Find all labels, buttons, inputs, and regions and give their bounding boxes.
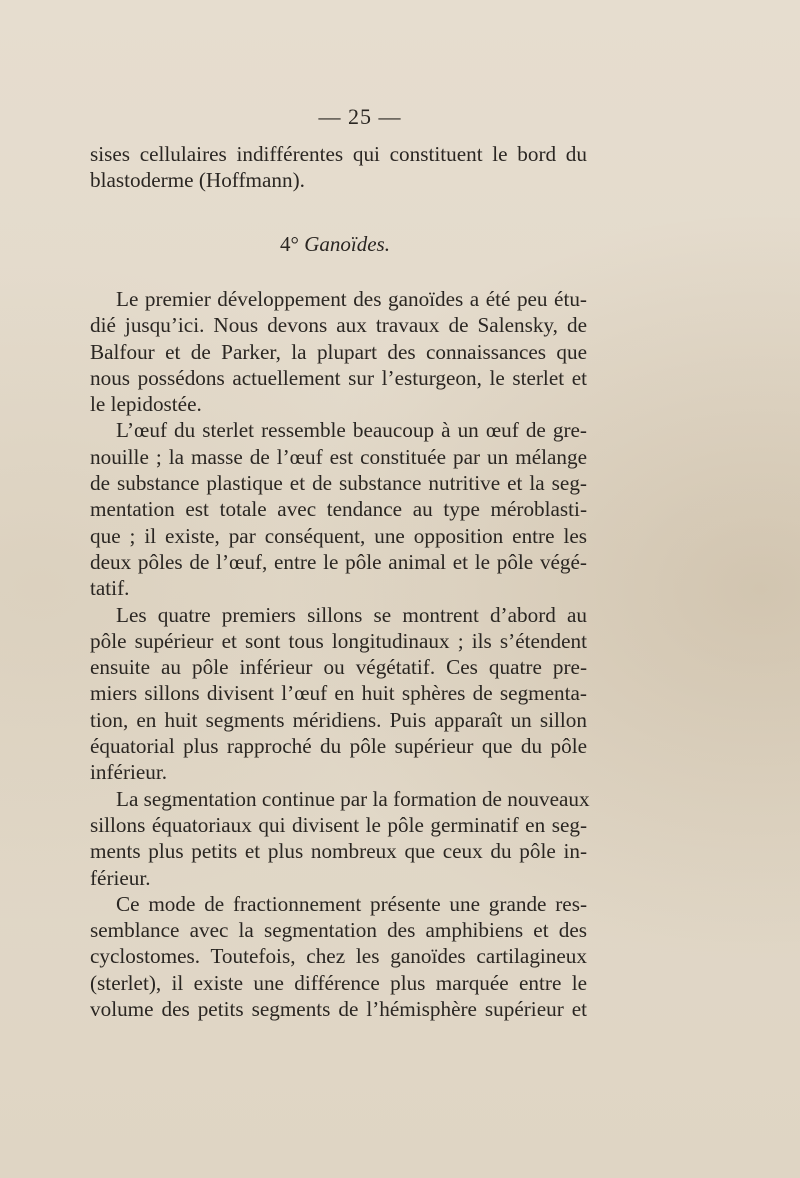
text-line: Ce mode de fractionnement présente une grande res- [116, 891, 587, 916]
paragraph [90, 891, 587, 1022]
text-line: sillons équatoriaux qui divisent le pôle germinatif en seg- [90, 812, 587, 837]
page-number: — 25 — [318, 104, 402, 129]
paragraph [90, 417, 587, 601]
text-line: dié jusqu’ici. Nous devons aux travaux de Salensky, de [90, 313, 587, 338]
text-line: sises cellulaires indifférentes qui constituent le bord du [90, 142, 587, 166]
text-line: pôle supérieur et sont tous longitudinaux ; ils s’étendent [90, 628, 587, 653]
text-line: deux pôles de l’œuf, entre le pôle animal et le pôle végé- [90, 549, 587, 574]
text-line: nouille ; la masse de l’œuf est constituée par un mélange [90, 444, 587, 469]
text-line: nous possédons actuellement sur l’esturgeon, le sterlet et [90, 365, 587, 390]
text-line: L’œuf du sterlet ressemble beaucoup à un œuf de gre- [116, 418, 587, 443]
text-line: ensuite au pôle inférieur ou végétatif. Ces quatre pre- [90, 655, 587, 680]
text-line: Balfour et de Parker, la plupart des connaissances que [90, 339, 587, 364]
text-line: volume des petits segments de l’hémisphère supérieur et [90, 997, 587, 1022]
text-line: La segmentation continue par la formation de nouveaux [116, 786, 590, 811]
paragraph [90, 286, 587, 417]
section-title: Ganoïdes. [304, 232, 390, 256]
paragraph [90, 602, 587, 786]
text-line: ments plus petits et plus nombreux que ceux du pôle in- [90, 839, 587, 864]
text-line: blastoderme (Hoffmann). [90, 168, 305, 193]
section-heading [0, 232, 800, 257]
text-line: Le premier développement des ganoïdes a été peu étu- [116, 287, 587, 311]
text-line: de substance plastique et de substance nutritive et la seg- [90, 471, 587, 496]
text-line: (sterlet), il existe une différence plus marquée entre le [90, 970, 587, 995]
text-line: Les quatre premiers sillons se montrent d’abord au [116, 602, 587, 627]
intro-paragraph [90, 141, 587, 194]
body-text [90, 286, 590, 1022]
text-line: miers sillons divisent l’œuf en huit sphères de segmenta- [90, 681, 587, 706]
text-line: cyclostomes. Toutefois, chez les ganoïdes cartilagineux [90, 944, 587, 969]
text-line: semblance avec la segmentation des amphibiens et des [90, 918, 587, 943]
text-line: tatif. [90, 576, 130, 601]
text-line: mentation est totale avec tendance au type méroblasti- [90, 497, 587, 522]
text-line: équatorial plus rapproché du pôle supérieur que du pôle [90, 734, 587, 759]
text-line: inférieur. [90, 760, 168, 785]
paragraph [90, 786, 590, 891]
text-line: tion, en huit segments méridiens. Puis apparaît un sillon [90, 707, 587, 732]
section-number: 4° [280, 232, 299, 256]
text-line: le lepidostée. [90, 392, 202, 417]
text-line: férieur. [90, 865, 151, 890]
text-line: que ; il existe, par conséquent, une opposition entre les [90, 523, 587, 548]
